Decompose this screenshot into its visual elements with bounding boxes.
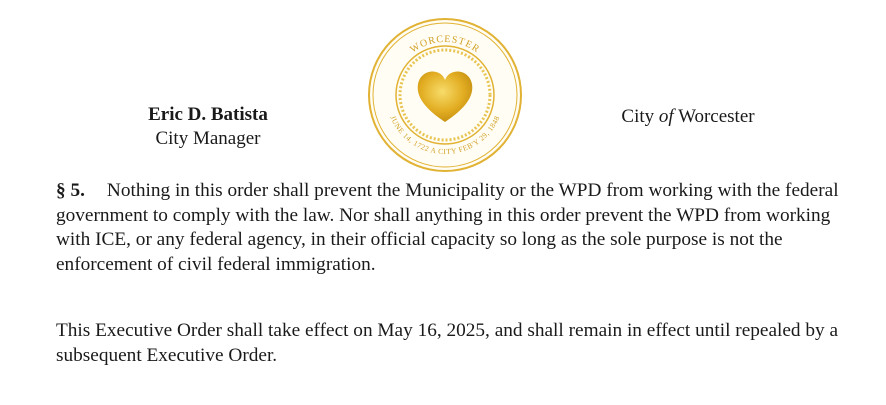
seal-bottom-text: JUNE 14, 1722 A CITY FEB'Y 29, 1848: [388, 114, 502, 157]
section-5: [56, 179, 856, 277]
city-of: of: [658, 106, 674, 127]
effective-date-paragraph: This Executive Order shall take effect on May 16, 2025, and shall remain in effect until repealed by a subsequent Executive Order.: [56, 320, 839, 366]
city-prefix: City: [621, 106, 659, 127]
seal-top-text: WORCESTER: [408, 33, 482, 56]
city-name: Worcester: [673, 106, 755, 127]
section-text: Nothing in this order shall prevent the Municipality or the WPD from working with the federal government to comply with the law. Nor shall anything in this order prevent the WPD from working with ICE, or any federal agency, in their official capacity so long as the sole purpose is not the enforcement of civil federal immigration.: [56, 180, 839, 275]
letterhead-author: [128, 103, 288, 151]
letterhead-city: [603, 105, 773, 129]
section-number: § 5.: [56, 180, 85, 201]
author-name: Eric D. Batista: [148, 104, 268, 125]
author-title: City Manager: [155, 128, 261, 149]
city-seal: [366, 16, 524, 174]
